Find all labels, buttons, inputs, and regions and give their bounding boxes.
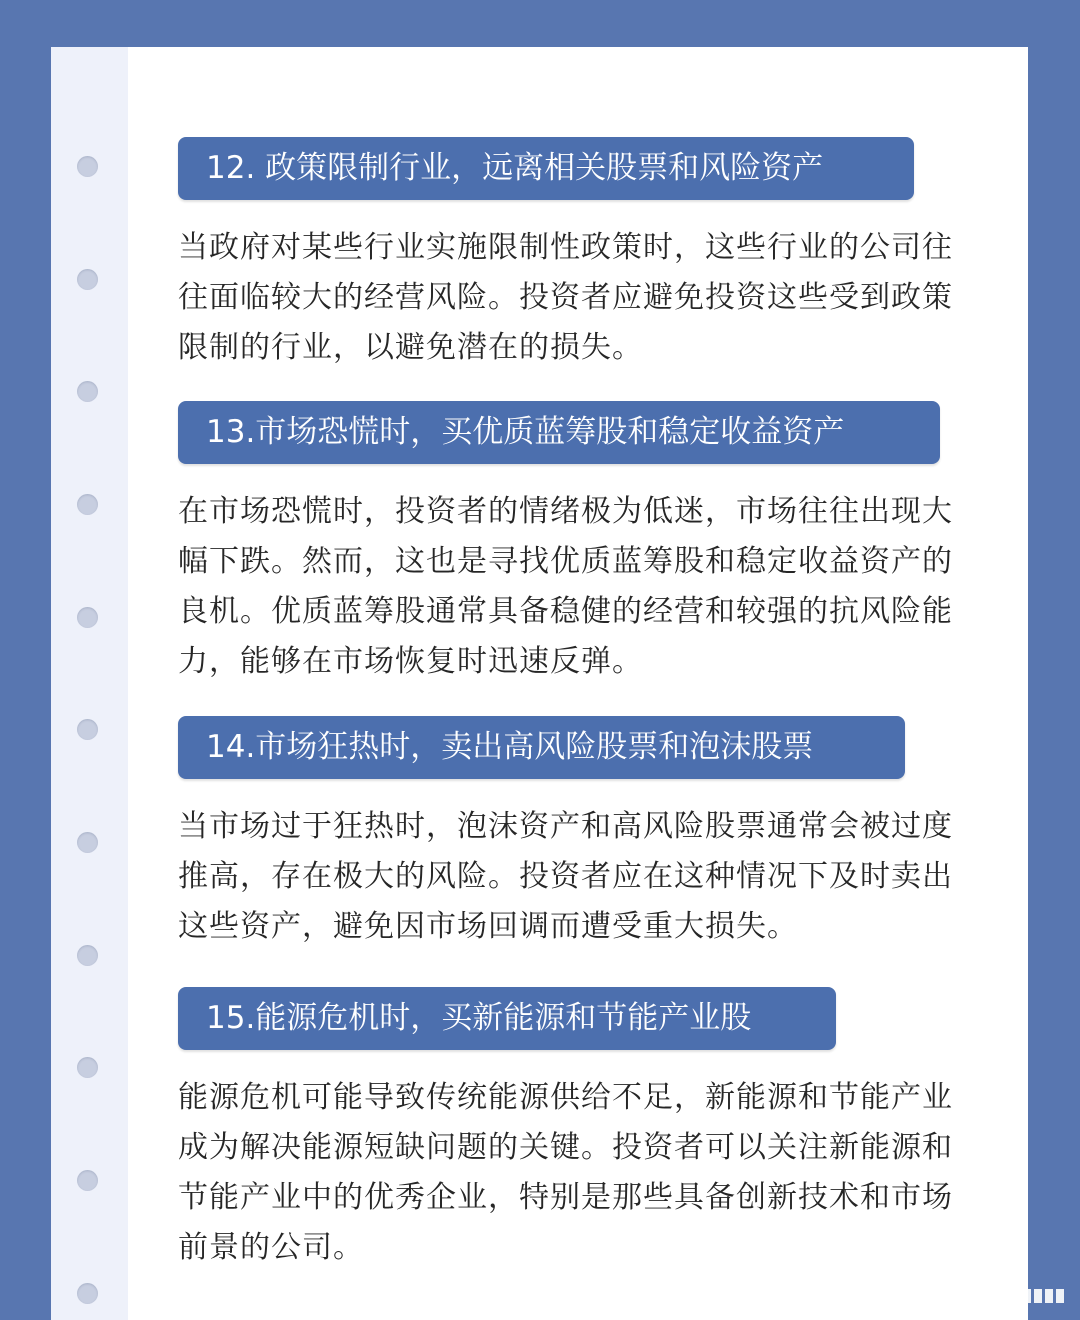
section-12-heading: 12. 政策限制行业，远离相关股票和风险资产 xyxy=(178,137,914,200)
section-13-body: 在市场恐慌时，投资者的情绪极为低迷，市场往往出现大幅下跌。然而，这也是寻找优质蓝筹股和稳定收益资产的良机。优质蓝筹股通常具备稳健的经营和较强的抗风险能力，能够在市场恢复时迅速反弹。 xyxy=(178,494,953,679)
binding-hole xyxy=(77,1170,98,1191)
watermark-text-mark xyxy=(946,1289,1066,1303)
section-15-body: 能源危机可能导致传统能源供给不足，新能源和节能产业成为解决能源短缺问题的关键。投资者可以关注新能源和节能产业中的优秀企业，特别是那些具备创新技术和市场前景的公司。 xyxy=(178,1080,953,1265)
binding-hole xyxy=(77,945,98,966)
watermark xyxy=(916,1284,1066,1308)
binding-hole xyxy=(77,269,98,290)
binding-hole xyxy=(77,607,98,628)
watermark-logo-icon xyxy=(916,1284,940,1308)
section-14-heading: 14.市场狂热时，卖出高风险股票和泡沫股票 xyxy=(178,716,905,779)
binding-hole xyxy=(77,1057,98,1078)
binding-hole xyxy=(77,494,98,515)
binding-hole xyxy=(77,719,98,740)
binding-hole xyxy=(77,381,98,402)
binding-hole xyxy=(77,832,98,853)
section-13-heading: 13.市场恐慌时，买优质蓝筹股和稳定收益资产 xyxy=(178,401,940,464)
section-15-heading: 15.能源危机时，买新能源和节能产业股 xyxy=(178,987,836,1050)
binding-hole xyxy=(77,156,98,177)
binding-strip xyxy=(51,47,128,1320)
section-12-body: 当政府对某些行业实施限制性政策时，这些行业的公司往往面临较大的经营风险。投资者应避免投资这些受到政策限制的行业，以避免潜在的损失。 xyxy=(178,230,953,365)
section-14-body: 当市场过于狂热时，泡沫资产和高风险股票通常会被过度推高，存在极大的风险。投资者应在这种情况下及时卖出这些资产，避免因市场回调而遭受重大损失。 xyxy=(178,809,953,944)
binding-hole xyxy=(77,1283,98,1304)
